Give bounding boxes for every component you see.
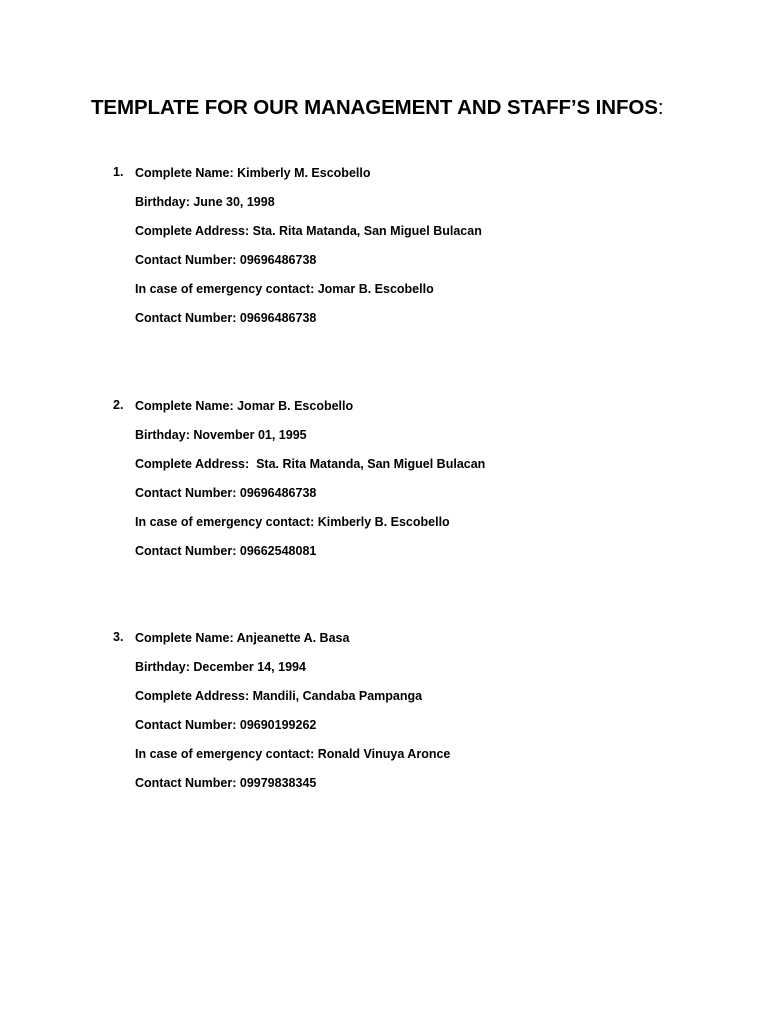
- birthday-value: June 30, 1998: [193, 195, 275, 209]
- emergency-contact-number-label: Contact Number:: [135, 311, 240, 325]
- complete-address-value: Sta. Rita Matanda, San Miguel Bulacan: [252, 224, 482, 238]
- complete-name-label: Complete Name:: [135, 631, 237, 645]
- birthday-line: [135, 659, 306, 675]
- page-title: [91, 96, 663, 120]
- contact-number-label: Contact Number:: [135, 718, 240, 732]
- emergency-contact-label: In case of emergency contact:: [135, 282, 318, 296]
- emergency-contact-number-line: [135, 775, 316, 791]
- complete-name-line: [135, 398, 353, 414]
- complete-name-label: Complete Name:: [135, 166, 238, 180]
- complete-address-value: Sta. Rita Matanda, San Miguel Bulacan: [256, 457, 486, 471]
- emergency-contact-number-line: [135, 310, 316, 326]
- birthday-value: December 14, 1994: [193, 660, 306, 674]
- emergency-contact-label: In case of emergency contact:: [135, 747, 318, 761]
- contact-number-value: 09690199262: [239, 718, 317, 732]
- emergency-contact-number-value: 09662548081: [239, 544, 317, 558]
- emergency-contact-line: [135, 281, 434, 297]
- emergency-contact-value: Kimberly B. Escobello: [317, 515, 450, 529]
- complete-name-label: Complete Name:: [135, 399, 238, 413]
- contact-number-value: 09696486738: [239, 253, 317, 267]
- complete-name-line: [135, 165, 370, 181]
- emergency-contact-value: Jomar B. Escobello: [317, 282, 434, 296]
- complete-name-line: [135, 630, 349, 646]
- emergency-contact-label: In case of emergency contact:: [135, 515, 318, 529]
- birthday-label: Birthday:: [135, 428, 194, 442]
- entry-number: 2.: [113, 398, 124, 412]
- emergency-contact-number-value: 09696486738: [239, 311, 317, 325]
- complete-name-value: Jomar B. Escobello: [237, 399, 354, 413]
- complete-address-label: Complete Address:: [135, 457, 257, 471]
- complete-address-line: [135, 223, 482, 239]
- complete-name-value: Anjeanette A. Basa: [236, 631, 350, 645]
- contact-number-line: [135, 252, 316, 268]
- complete-name-value: Kimberly M. Escobello: [237, 166, 371, 180]
- birthday-line: [135, 427, 307, 443]
- emergency-contact-value: Ronald Vinuya Aronce: [317, 747, 451, 761]
- birthday-label: Birthday:: [135, 660, 194, 674]
- page-title-colon: :: [657, 96, 664, 119]
- contact-number-line: [135, 717, 316, 733]
- emergency-contact-line: [135, 514, 450, 530]
- complete-address-line: [135, 456, 485, 472]
- page-title-text: TEMPLATE FOR OUR MANAGEMENT AND STAFF’S INFOS: [91, 96, 658, 119]
- birthday-value: November 01, 1995: [193, 428, 307, 442]
- contact-number-line: [135, 485, 316, 501]
- emergency-contact-number-value: 09979838345: [239, 776, 317, 790]
- birthday-label: Birthday:: [135, 195, 194, 209]
- complete-address-label: Complete Address:: [135, 689, 253, 703]
- contact-number-label: Contact Number:: [135, 253, 240, 267]
- complete-address-label: Complete Address:: [135, 224, 253, 238]
- emergency-contact-number-label: Contact Number:: [135, 544, 240, 558]
- contact-number-label: Contact Number:: [135, 486, 240, 500]
- entry-number: 3.: [113, 630, 124, 644]
- emergency-contact-number-label: Contact Number:: [135, 776, 240, 790]
- entry-number: 1.: [113, 165, 124, 179]
- emergency-contact-line: [135, 746, 450, 762]
- complete-address-line: [135, 688, 422, 704]
- emergency-contact-number-line: [135, 543, 316, 559]
- contact-number-value: 09696486738: [239, 486, 317, 500]
- complete-address-value: Mandili, Candaba Pampanga: [252, 689, 423, 703]
- birthday-line: [135, 194, 275, 210]
